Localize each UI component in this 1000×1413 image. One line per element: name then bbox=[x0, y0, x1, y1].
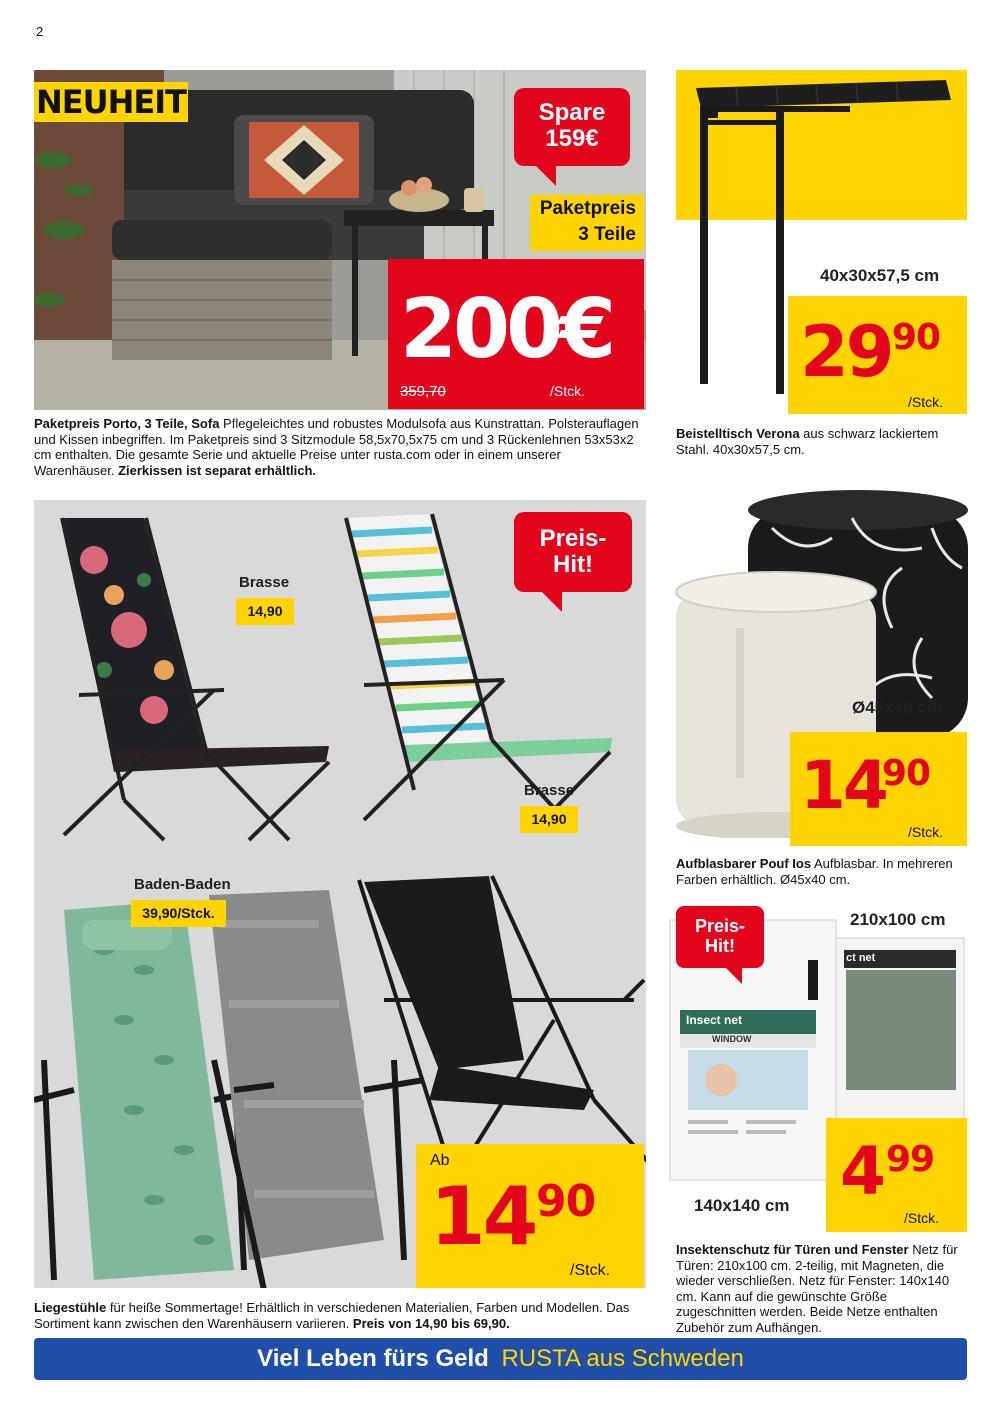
save-bubble bbox=[514, 88, 630, 166]
table-price-main: 29 bbox=[800, 311, 892, 393]
net-desc-title: Insektenschutz für Türen und Fenster bbox=[676, 1242, 909, 1257]
table-desc-text: aus schwarz lackiertem Stahl. 40x30x57,5 cm. bbox=[676, 426, 939, 457]
chairs-desc-text: für heiße Sommertage! Erhältlich in verschiedenen Materialien, Farben und Modellen. Das Sortiment kann zwischen den Warenhäusern variieren. bbox=[34, 1300, 630, 1331]
chairs-price-main: 14 bbox=[430, 1170, 536, 1263]
save-bubble-tail bbox=[534, 164, 556, 186]
pouf-price-main: 14 bbox=[800, 747, 886, 824]
chair-label-baden-baden: Baden-Baden bbox=[134, 876, 231, 893]
sofa-desc-title: Paketpreis Porto, 3 Teile, Sofa bbox=[34, 416, 220, 431]
net-pack-title: Insect net bbox=[686, 1013, 743, 1027]
net-pack-sub: WINDOW bbox=[712, 1034, 752, 1044]
chairs-bubble-tail bbox=[540, 590, 562, 612]
chair-price-baden-baden: 39,90/Stck. bbox=[131, 900, 226, 927]
footer-brand: RUSTA aus Schweden bbox=[501, 1345, 744, 1372]
chair-label-brasse-2: Brasse bbox=[524, 782, 575, 799]
package-line1: Paketpreis bbox=[539, 198, 636, 219]
net-description bbox=[676, 1242, 968, 1335]
sofa-price-box bbox=[388, 259, 644, 409]
chairs-price-tag bbox=[416, 1144, 644, 1288]
table-dims: 40x30x57,5 cm bbox=[820, 266, 940, 285]
chairs-desc-note: Preis von 14,90 bis 69,90. bbox=[352, 1315, 510, 1331]
table-description bbox=[676, 426, 966, 457]
table-desc-title: Beistelltisch Verona bbox=[676, 426, 800, 441]
pouf-desc-text: Aufblasbar. In mehreren Farben erhältlich. Ø45x40 cm. bbox=[676, 856, 953, 887]
page-number: 2 bbox=[36, 24, 44, 39]
net-unit: /Stck. bbox=[904, 1210, 940, 1226]
net-price-cents: 99 bbox=[886, 1139, 935, 1180]
net-dims-door: 210x100 cm bbox=[850, 910, 946, 929]
net-price-tag bbox=[826, 1118, 967, 1232]
package-label bbox=[530, 195, 644, 251]
net-price-hit-bubble bbox=[676, 906, 764, 968]
chair-price-brasse-2: 14,90 bbox=[520, 806, 578, 833]
pouf-price-tag bbox=[790, 732, 967, 846]
chair-label-brasse-1: Brasse bbox=[239, 574, 290, 591]
new-badge: NEUHEIT bbox=[36, 83, 186, 121]
chairs-price-hit-bubble bbox=[514, 512, 632, 592]
chairs-bubble-line1: Preis- bbox=[539, 525, 607, 552]
chair-price-brasse-1: 14,90 bbox=[236, 598, 294, 625]
package-line2: 3 Teile bbox=[578, 224, 636, 245]
save-line2: 159€ bbox=[545, 125, 599, 152]
net-bubble-line2: Hit! bbox=[705, 936, 735, 956]
chairs-unit: /Stck. bbox=[570, 1262, 611, 1279]
chairs-desc-title: Liegestühle bbox=[34, 1300, 107, 1315]
pouf-dims: Ø45x40 cm bbox=[852, 698, 942, 717]
net-pack2-title: ct net bbox=[846, 952, 876, 964]
pouf-desc-title: Aufblasbarer Pouf Ios bbox=[676, 856, 812, 871]
net-price-main: 4 bbox=[840, 1133, 883, 1210]
chairs-bubble-line2: Hit! bbox=[553, 551, 593, 578]
chairs-price-cents: 90 bbox=[536, 1176, 596, 1227]
net-bubble-line1: Preis- bbox=[694, 916, 746, 936]
net-bubble-tail bbox=[724, 966, 742, 984]
chairs-description bbox=[34, 1300, 646, 1331]
footer-slogan: Viel Leben fürs Geld bbox=[257, 1345, 489, 1372]
table-unit: /Stck. bbox=[908, 394, 944, 410]
table-price-cents: 90 bbox=[892, 317, 941, 358]
net-dims-window: 140x140 cm bbox=[694, 1196, 790, 1215]
sofa-desc-text: Pflegeleichtes und robustes Modulsofa aus Kunstrattan. Polsterauflagen und Kissen inbegriffen. Im Paketpreis sind 3 Sitzmodule 58,5x70,5x75 cm und 3 Rückenlehnen 53x53x2 cm enthalten. Die gesamte Serie und aktuelle Preise unter rusta.com oder in einem unserer Warenhäuser. bbox=[34, 416, 639, 478]
pouf-unit: /Stck. bbox=[908, 824, 944, 840]
sofa-price: 200€ bbox=[400, 282, 613, 377]
pouf-price-cents: 90 bbox=[882, 753, 931, 794]
pouf-description bbox=[676, 856, 966, 887]
table-price-tag bbox=[788, 296, 967, 414]
sofa-description bbox=[34, 416, 644, 478]
save-line1: Spare bbox=[538, 99, 606, 126]
footer-banner bbox=[34, 1338, 967, 1380]
sofa-unit: /Stck. bbox=[550, 383, 586, 399]
net-desc-text: Netz für Türen: 210x100 cm. 2-teilig, mit Magneten, die wieder verschließen. Netz für Fenster: 140x140 cm. Kann auf die gewünschte Größe zugeschnitten werden. Beide Netze enthalten Zubehör zum Aufhängen. bbox=[676, 1242, 958, 1335]
chairs-price-prefix: Ab bbox=[430, 1152, 450, 1169]
sofa-desc-note: Zierkissen ist separat erhältlich. bbox=[118, 462, 317, 478]
sofa-old-price: 359,70 bbox=[400, 383, 446, 400]
